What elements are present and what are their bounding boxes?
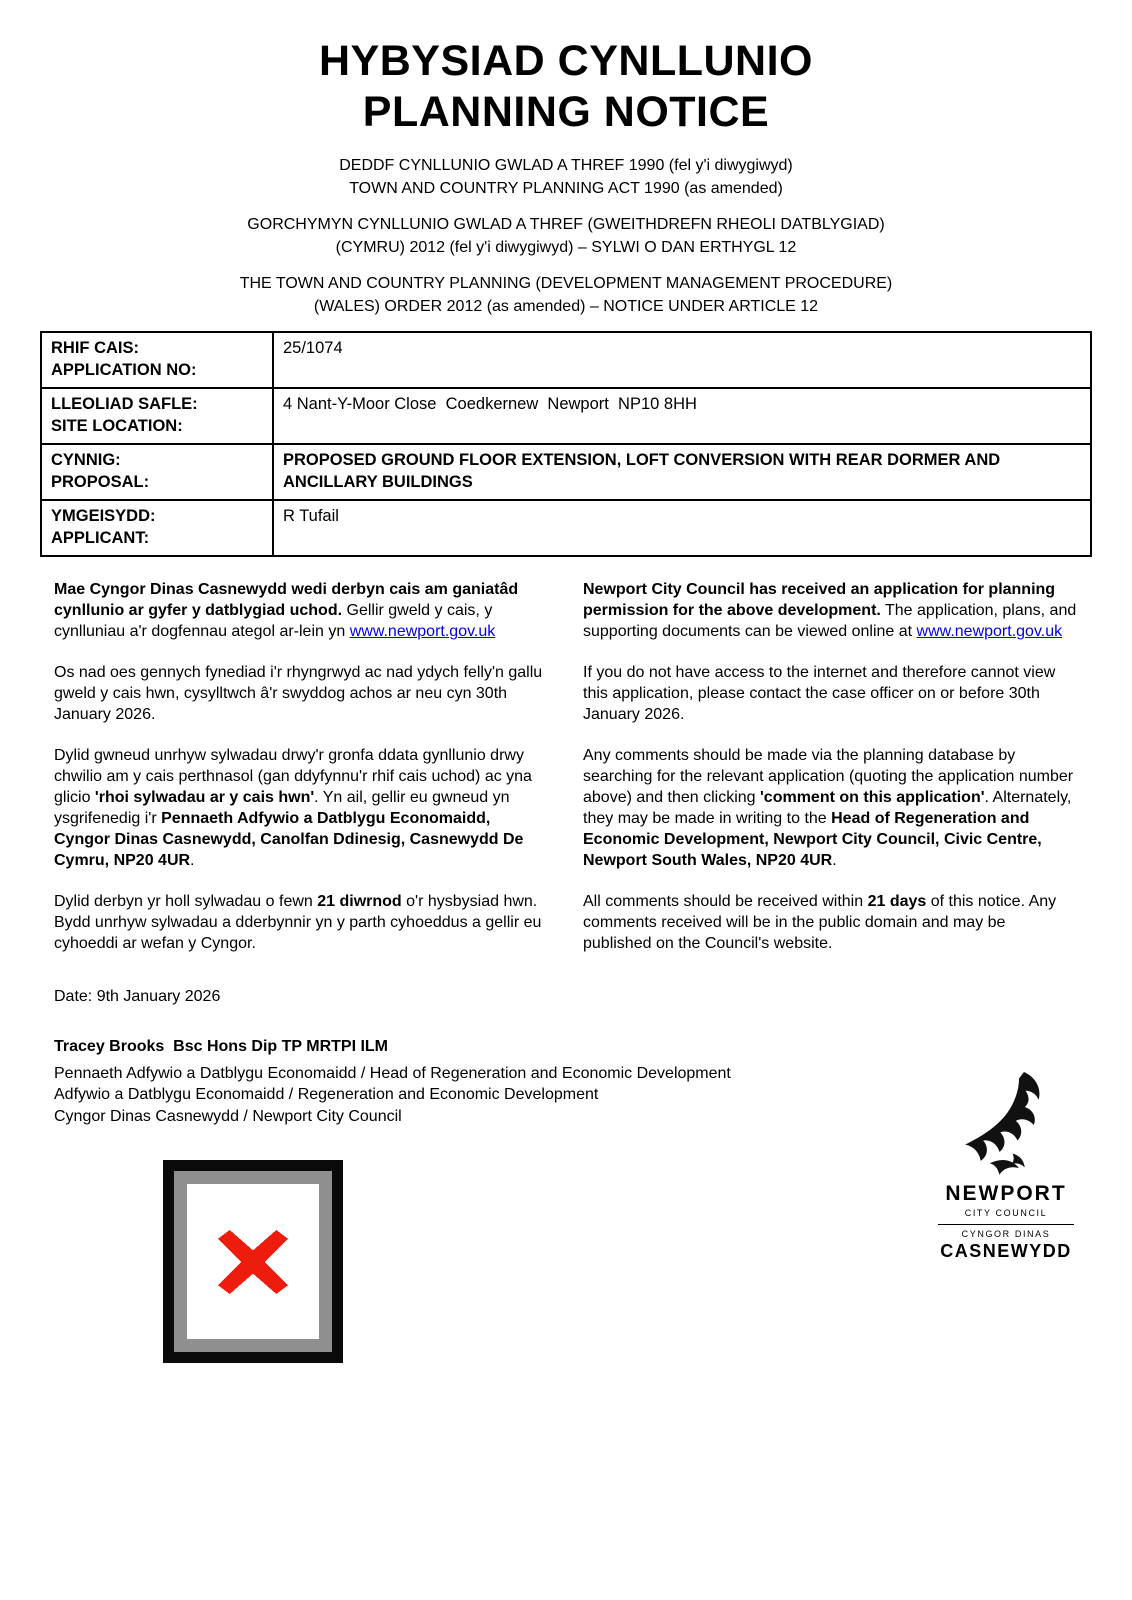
logo-text-casnewydd: CASNEWYDD <box>940 1241 1072 1261</box>
english-paragraph-4 <box>583 891 1078 954</box>
text-segment: Gellir gweld y cais, y cynlluniau a'r dogfennau ategol ar-lein yn <box>54 602 493 641</box>
row-label-english: APPLICATION NO: <box>51 361 197 380</box>
row-label-english: SITE LOCATION: <box>51 417 183 436</box>
table-row-application-no <box>41 332 1091 388</box>
logo-text-newport: NEWPORT <box>945 1182 1067 1205</box>
text-segment: Newport City Council has received an application for planning permission for the above development. <box>583 581 1056 620</box>
document-title <box>40 36 1092 137</box>
text-segment: Head of Regeneration and Economic Development, Newport City Council, Civic Centre, Newport South Wales, NP20 4UR <box>583 810 1042 870</box>
table-row-proposal <box>41 444 1091 500</box>
site-location-value: 4 Nant-Y-Moor Close Coedkernew Newport NP10 8HH <box>273 388 1091 444</box>
broken-image-frame <box>174 1171 332 1352</box>
text-segment: Os nad oes gennych fynediad i'r rhyngrwyd ac nad ydych felly'n gallu gweld y cais hwn, cysylltwch â'r swyddog achos ar neu cyn 30th January 2026. <box>54 664 543 724</box>
row-label-welsh: RHIF CAIS: <box>51 339 139 358</box>
english-paragraph-3 <box>583 745 1078 871</box>
signature-block <box>54 1036 1078 1127</box>
officer-name: Tracey Brooks Bsc Hons Dip TP MRTPI ILM <box>54 1038 388 1056</box>
text-segment: 'comment on this application' <box>760 789 985 807</box>
text-segment: 'rhoi sylwadau ar y cais hwn' <box>94 789 315 807</box>
council-line: Cyngor Dinas Casnewydd / Newport City Council <box>54 1107 402 1125</box>
text-segment: 21 days <box>867 893 927 911</box>
row-label <box>41 332 273 388</box>
website-link[interactable]: www.newport.gov.uk <box>916 623 1063 641</box>
table-row-applicant <box>41 500 1091 556</box>
applicant-value: R Tufail <box>273 500 1091 556</box>
welsh-paragraph-2 <box>54 662 549 725</box>
body-columns <box>40 579 1092 974</box>
text-segment: Dylid gwneud unrhyw sylwadau drwy'r gronfa ddata gynllunio drwy chwilio am y cais perthnasol (gan ddyfynnu'r rhif cais uchod) ac yna glicio <box>54 747 532 807</box>
text-segment: All comments should be received within <box>583 893 868 911</box>
welsh-paragraph-4 <box>54 891 549 954</box>
website-link[interactable]: www.newport.gov.uk <box>349 623 496 641</box>
newport-council-logo <box>928 1072 1084 1262</box>
logo-divider <box>938 1224 1074 1225</box>
legislation-references <box>40 154 1092 318</box>
logo-text-city-council: CITY COUNCIL <box>964 1208 1048 1218</box>
row-label <box>41 388 273 444</box>
proposal-value: PROPOSED GROUND FLOOR EXTENSION, LOFT CONVERSION WITH REAR DORMER AND ANCILLARY BUILDINGS <box>273 444 1091 500</box>
text-segment: o'r hysbysiad hwn. Bydd unrhyw sylwadau a dderbynnir yn y parth cyhoeddus a gellir eu cyhoeddi ar wefan y Cyngor. <box>54 893 542 953</box>
row-label-welsh: CYNNIG: <box>51 451 121 470</box>
act-line: TOWN AND COUNTRY PLANNING ACT 1990 (as amended) <box>349 180 783 198</box>
officer-title-line: Pennaeth Adfywio a Datblygu Economaidd / Head of Regeneration and Economic Development <box>54 1064 731 1082</box>
text-segment: . Yn ail, gellir eu gwneud yn ysgrifenedig i'r <box>54 789 510 828</box>
title-welsh: HYBYSIAD CYNLLUNIO <box>319 37 813 85</box>
row-label <box>41 500 273 556</box>
text-segment: of this notice. Any comments received will be in the public domain and may be published on the Council's website. <box>583 893 1057 953</box>
act-line: THE TOWN AND COUNTRY PLANNING (DEVELOPMENT MANAGEMENT PROCEDURE) <box>239 275 893 293</box>
text-segment: Dylid derbyn yr holl sylwadau o fewn <box>54 893 318 911</box>
act-line: (CYMRU) 2012 (fel y'i diwygiwyd) – SYLWI O DAN ERTHYGL 12 <box>335 239 797 257</box>
broken-image-x-icon <box>216 1230 290 1294</box>
text-segment: . <box>190 852 195 870</box>
welsh-column <box>54 579 549 974</box>
department-line: Adfywio a Datblygu Economaidd / Regeneration and Economic Development <box>54 1086 599 1104</box>
text-segment: 21 diwrnod <box>317 893 402 911</box>
logo-text-cyngor-dinas: CYNGOR DINAS <box>961 1229 1051 1239</box>
welsh-paragraph-1 <box>54 579 549 642</box>
act-line: GORCHYMYN CYNLLUNIO GWLAD A THREF (GWEITHDREFN RHEOLI DATBLYGIAD) <box>247 216 885 234</box>
act-reference-order-welsh <box>40 213 1092 259</box>
title-english: PLANNING NOTICE <box>362 87 770 136</box>
welsh-paragraph-3 <box>54 745 549 871</box>
row-label <box>41 444 273 500</box>
row-label-welsh: LLEOLIAD SAFLE: <box>51 395 198 414</box>
application-details-table <box>40 331 1092 557</box>
text-segment: The application, plans, and supporting documents can be viewed online at <box>583 602 1077 641</box>
act-line: (WALES) ORDER 2012 (as amended) – NOTICE UNDER ARTICLE 12 <box>313 298 819 316</box>
text-segment: . <box>832 852 837 870</box>
newport-crest-icon <box>964 1072 1048 1178</box>
notice-date: Date: 9th January 2026 <box>54 988 221 1006</box>
row-label-welsh: YMGEISYDD: <box>51 507 156 526</box>
text-segment: Mae Cyngor Dinas Casnewydd wedi derbyn cais am ganiatâd cynllunio ar gyfer y datblygiad uchod. <box>54 581 519 620</box>
text-segment: . Alternately, they may be made in writing to the <box>583 789 1072 828</box>
application-number-value: 25/1074 <box>273 332 1091 388</box>
act-reference-1990 <box>40 154 1092 200</box>
english-paragraph-1 <box>583 579 1078 642</box>
text-segment: If you do not have access to the internet and therefore cannot view this application, please contact the case officer on or before 30th January 2026. <box>583 664 1056 724</box>
row-label-english: PROPOSAL: <box>51 473 150 492</box>
table-row-site-location <box>41 388 1091 444</box>
broken-image-placeholder <box>163 1160 343 1363</box>
text-segment: Pennaeth Adfywio a Datblygu Economaidd, Cyngor Dinas Casnewydd, Canolfan Ddinesig, Casnewydd De Cymru, NP20 4UR <box>54 810 524 870</box>
broken-image-canvas <box>187 1184 319 1339</box>
english-paragraph-2 <box>583 662 1078 725</box>
english-column <box>583 579 1078 974</box>
act-reference-order-english <box>40 272 1092 318</box>
text-segment: Any comments should be made via the planning database by searching for the relevant application (quoting the application number above) and then clicking <box>583 747 1074 807</box>
row-label-english: APPLICANT: <box>51 529 150 548</box>
act-line: DEDDF CYNLLUNIO GWLAD A THREF 1990 (fel y'i diwygiwyd) <box>339 157 793 175</box>
